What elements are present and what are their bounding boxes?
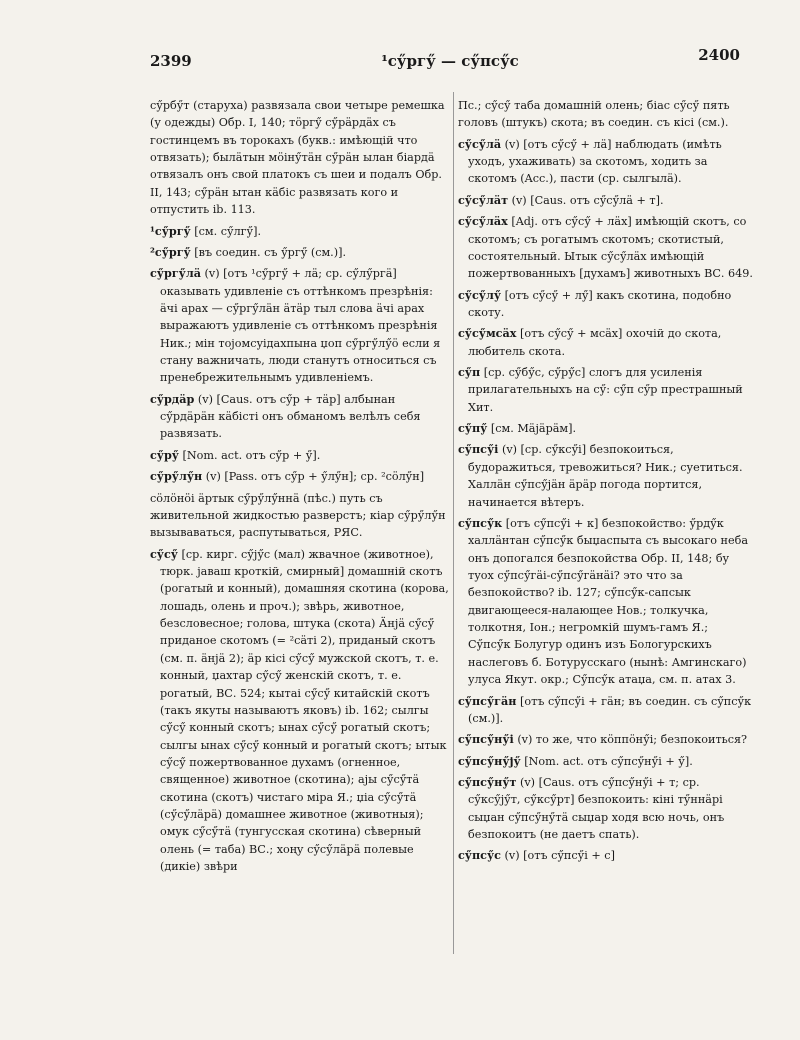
dictionary-entry [150, 265, 450, 387]
entry-text: [Nom. act. отъ сӳр + ӳ]. [182, 448, 321, 462]
entry-text: (v) [отъ сӳпсӳi + с] [504, 849, 615, 863]
headword: ²сӳргӳ [150, 244, 191, 259]
headword: сӳсӳлӓх [458, 214, 508, 229]
dictionary-entry [458, 774, 754, 843]
entry-text: (v) [Caus. отъ сӳсӳлӓ + т]. [511, 193, 664, 207]
dictionary-entry [458, 287, 754, 322]
page-header [150, 46, 750, 76]
dictionary-entry [458, 693, 754, 728]
headword: сӳпсӳк [458, 515, 503, 530]
dictionary-entry [150, 447, 450, 464]
headword: сӳпсӳнӳт [458, 774, 517, 789]
entry-text: сӳрбӳт (старуха) развязала свои четыре ремешка (у одежды) Обр. I, 140; тӧргӳ сӳрӓрдӓх съ гостинцемъ въ торокахъ (букв.: имѣющій что отвязать); былӓтын мӧінӳтӓн сӳрӓн ылан бiардӓ отвязалъ онъ свой платокъ съ шеи и подалъ Обр. II, 143; сӳрӓн ытан кӓбiс развязать кого и отпустить ib. 113. [150, 99, 445, 217]
entry-text: сӧлӧнӧi ӓртык сӳрӳлӳннӓ (пѣс.) путь съ живительной жидкостью разверстъ; кiар сӳрӳлӳн вызываваться, распутываться, РЯС. [150, 491, 446, 540]
dictionary-entry [458, 515, 754, 689]
entry-text: (v) [отъ ¹сӳргӳ + лӓ; ср. сӳлӳргӓ] оказывать удивленіе съ оттѣнкомъ презрѣнія: ӓчi арах — сӳргӳлӓн ӓтӓр тыл слова ӓчi арах выражаютъ удивленіе съ оттѣнкомъ презрѣнія Ник.; мiн тојомсуiдахпына џоп сӳргӳлӳӧ если я стану важничать, люди станутъ относиться съ пренебрежительнымъ удивленіемъ. [160, 267, 441, 385]
column-divider [453, 92, 454, 954]
page-number-left: 2399 [150, 52, 192, 70]
dictionary-entry [150, 490, 450, 542]
entry-text: [отъ сӳсӳ + лӳ] какъ скотина, подобно скоту. [468, 288, 732, 319]
entry-text: [см. Мӓјӓрӓм]. [490, 422, 577, 436]
entry-text: (v) [ср. сӳксӳi] безпокоиться, будоражиться, тревожиться? Ник.; суетиться. Халлӓн сӳпсӳјӓн ӓрӓр погода портится, начинается вѣтеръ. [468, 443, 743, 509]
dictionary-entry [458, 753, 754, 770]
dictionary-entry [150, 391, 450, 443]
headword: сӳпсӳнӳјӳ [458, 753, 521, 768]
dictionary-entry [458, 192, 754, 209]
dictionary-entry [150, 97, 450, 219]
dictionary-entry [458, 731, 754, 748]
entry-text: [отъ сӳпсӳi + гӓн; въ соедин. съ сӳпсӳк (см.)]. [468, 694, 752, 725]
left-column [150, 97, 450, 879]
entry-text: (v) [Pass. отъ сӳр + ӳлӳн]; ср. ²сӧлӳн] [205, 470, 425, 484]
dictionary-entry [458, 847, 754, 864]
entry-text: (v) [отъ сӳсӳ + лӓ] наблюдать (имѣть уходъ, ухаживать) за скотомъ, ходить за скотомъ (Acc.), пасти (ср. сылгылӓ). [468, 137, 722, 186]
running-head: ¹сӳргӳ — сӳпсӳс [381, 52, 519, 70]
headword: сӳрӳ [150, 447, 179, 462]
headword: сӳсӳмсӓх [458, 326, 517, 341]
page-number-right: 2400 [698, 46, 740, 64]
entry-text: [Nom. act. отъ сӳпсӳнӳi + ӳ]. [524, 754, 693, 768]
headword: сӳрӳлӳн [150, 469, 203, 484]
dictionary-entry [458, 364, 754, 416]
dictionary-entry [458, 420, 754, 437]
dictionary-entry [150, 244, 450, 261]
headword: сӳпсӳi [458, 442, 499, 457]
entry-text: Пс.; сӳсӳ таба домашній олень; бiас сӳсӳ пять головъ (штукъ) скота; въ соедин. съ кiсi (см.). [458, 99, 730, 130]
dictionary-entry [458, 325, 754, 360]
headword: сӳпсӳгӓн [458, 693, 517, 708]
entry-text: (v) [Caus. отъ сӳпсӳнӳi + т; ср. сӳксӳјӳт, сӳксӳрт] безпокоить: кiнi тӳннӓрi сыџан сӳпсӳнӳтӓ сыџар ходя всю ночь, онъ безпокоитъ (не даетъ спать). [468, 775, 725, 842]
entry-text: (v) то же, что кӧппӧнӳi; безпокоиться? [517, 733, 748, 747]
entry-text: [отъ сӳсӳ + мсӓх] охочій до скота, любитель скота. [468, 327, 722, 358]
dictionary-entry [150, 546, 450, 876]
dictionary-entry [150, 468, 450, 485]
headword: сӳсӳлӳ [458, 287, 501, 302]
entry-text: [ср. кирг. сӳјӳс (мал) жвачное (животное), тюрк. јаваш кроткій, смирный] домашній скотъ (рогатый и конный), домашняя скотина (корова, лошадь, олень и проч.); звѣрь, животное, безсловесное; голова, штука (скота) Ӓнјӓ сӳсӳ приданое скотомъ (= ²сӓтi 2), приданый скотъ (см. п. ӓнјӓ 2); ӓр кiсi сӳсӳ мужской скотъ, т. е. конный, џахтар сӳсӳ женскій скотъ, т. е. рогатый, ВС. 524; кытаі сӳсӳ китайскій скотъ (такъ якуты называютъ яковъ) ib. 162; сылгы сӳсӳ конный скотъ; ынах сӳсӳ рогатый скотъ; сылгы ынах сӳсӳ конный и рогатый скотъ; ытык сӳсӳ пожертвованное духамъ (огненное, священное) животное (скотина); ајы сӳсӳтӓ скотина (скотъ) чистаго міра Я.; џiа сӳсӳтӓ (сӳсӳлӓрӓ) домашнее животное (животныя); омук сӳсӳтӓ (тунгусская скотина) сѣверный олень (= таба) ВС.; хоңу сӳсӳлӓрӓ полевые (дикіе) звѣри [160, 547, 449, 874]
dictionary-entry [458, 441, 754, 510]
dictionary-entry [150, 223, 450, 240]
entry-text: [ср. сӳбӳс, сӳрӳс] слогъ для усиленія прилагательныхъ на сӳ: сӳп сӳр престрашный Хит. [468, 366, 743, 414]
headword: сӳсӳ [150, 546, 178, 561]
headword: сӳсӳлӓт [458, 192, 509, 207]
dictionary-entry [458, 97, 754, 132]
entry-text: [отъ сӳпсӳi + к] безпокойство: ӳрдӳк халлӓнтан сӳпсӳк быџаспыта съ высокаго неба онъ допогался безпокойства Обр. II, 148; бу туох сӳпсӳгӓi-сӳпсӳгӓнӓі? это что за безпокойство? ib. 127; сӳпсӳк-сапсык двигающееся-налающее Нов.; толкучка, толкотня, Іон.; негромкій шумъ-гамъ Я.; Сӳпсӳк Болугур одинъ изъ Бологурскихъ наслеговъ б. Ботурусскаго (нынѣ: Амгинскаго) улуса Якут. окр.; Сӳпсӳк атаџа, см. п. атах 3. [468, 516, 749, 687]
entry-text: (v) [Caus. отъ сӳр + тӓр] албынан сӳрдӓрӓн кӓбiстi онъ обманомъ велѣлъ себя развязать. [160, 392, 421, 441]
headword: сӳп [458, 365, 481, 380]
entry-text: [см. сӳлгӳ]. [194, 224, 262, 238]
entry-text: [Adj. отъ сӳсӳ + лӓх] имѣющій скотъ, со скотомъ; съ рогатымъ скотомъ; скотистый, состоятельный. Ытык сӳсӳлӓх имѣющій пожертвованныхъ [духамъ] животныхъ ВС. 649. [468, 215, 753, 281]
right-column [458, 97, 754, 869]
entry-text: [въ соедин. съ ӳргӳ (см.)]. [194, 245, 347, 259]
headword: ¹сӳргӳ [150, 223, 191, 238]
headword: сӳпсӳнӳi [458, 732, 514, 747]
headword: сӳпсӳс [458, 848, 501, 863]
headword: сӳсӳлӓ [458, 136, 502, 151]
dictionary-entry [458, 136, 754, 188]
headword: сӳрдӓр [150, 391, 195, 406]
headword: сӳргӳлӓ [150, 266, 201, 281]
headword: сӳпӳ [458, 421, 488, 436]
dictionary-entry [458, 213, 754, 282]
